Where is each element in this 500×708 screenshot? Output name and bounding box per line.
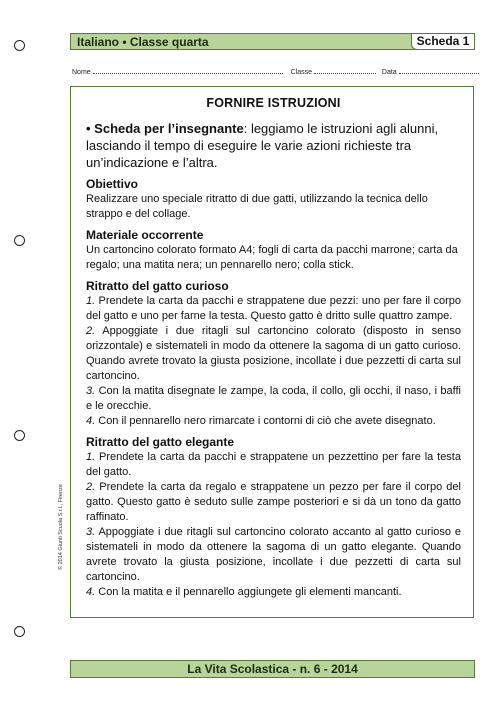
header-band (70, 33, 475, 50)
teacher-note-text: : leggiamo le istruzioni agli alunni, lasciando il tempo di eseguire le varie azioni richieste tra un’indicazione e l’altra. (86, 121, 439, 170)
elegant-cat-heading: Ritratto del gatto elegante (86, 435, 235, 449)
curious-cat-steps (86, 294, 461, 429)
teacher-note (86, 120, 461, 171)
class-line (314, 67, 376, 74)
objective-text: Realizzare uno speciale ritratto di due gatti, utilizzando la tecnica dello strappo e del collage. (86, 193, 428, 220)
list-item: 2. Prendete la carta da regalo e strappatene un pezzo per fare il corpo del gatto. Questo gatto è seduto sulle zampe posteriori e si dà un tono da gatto raffinato. (86, 481, 461, 523)
subject-label: Italiano • Classe quarta (77, 35, 209, 49)
name-line (93, 67, 283, 74)
curious-cat-heading: Ritratto del gatto curioso (86, 279, 229, 293)
date-line (399, 67, 479, 74)
materials-heading: Materiale occorrente (86, 228, 204, 242)
binder-hole-4 (14, 626, 25, 637)
materials-text: Un cartoncino colorato formato A4; fogli di carta da pacchi marrone; carta da regalo; una matita nera; un pennarello nero; colla stick. (86, 244, 458, 271)
class-label: Classe (290, 69, 312, 76)
teacher-note-lead: • Scheda per l’insegnante (86, 121, 244, 136)
list-item: 3. Appoggiate i due ritagli sul cartoncino colorato accanto al gatto curioso e sistemateli in modo da ottenere la sagoma di un gatto elegante. Quando avrete trovato la giusta posizione, incollate i due pezzetti di carta sul cartoncino. (86, 526, 461, 583)
footer-band: La Vita Scolastica - n. 6 - 2014 (70, 660, 475, 678)
list-item: 1. Prendete la carta da pacchi e strappatene due pezzi: uno per fare il corpo del gatto e uno per farne la testa. Questo gatto è dritto sulle quattro zampe. (86, 295, 461, 322)
copyright-notice: © 2014 Giunti Scuola S.r.l., Firenze (58, 484, 64, 570)
worksheet-content (86, 96, 461, 600)
student-fields (72, 67, 472, 76)
list-item: 4. Con il pennarello nero rimarcate i contorni di ciò che avete disegnato. (86, 415, 436, 427)
sheet-number: Scheda 1 (411, 33, 475, 50)
list-item: 1. Prendete la carta da pacchi e strappatene un pezzettino per fare la testa del gatto. (86, 451, 461, 478)
binder-hole-2 (14, 235, 25, 246)
binder-hole-1 (14, 40, 25, 51)
name-label: Nome (72, 69, 91, 76)
list-item: 3. Con la matita disegnate le zampe, la coda, il collo, gli occhi, il naso, i baffi e le orecchie. (86, 385, 461, 412)
date-label: Data (381, 69, 397, 76)
objective-heading: Obiettivo (86, 177, 139, 191)
list-item: 4. Con la matita e il pennarello aggiungete gli elementi mancanti. (86, 586, 402, 598)
elegant-cat-steps (86, 450, 461, 600)
binder-hole-3 (14, 430, 25, 441)
list-item: 2. Appoggiate i due ritagli sul cartoncino colorato (disposto in senso orizzontale) e sistemateli in modo da ottenere la sagoma di un gatto curioso. Quando avrete trovato la giusta posizione, incollate i due pezzetti di carta sul cartoncino. (86, 325, 461, 382)
page-title: FORNIRE ISTRUZIONI (206, 96, 341, 110)
